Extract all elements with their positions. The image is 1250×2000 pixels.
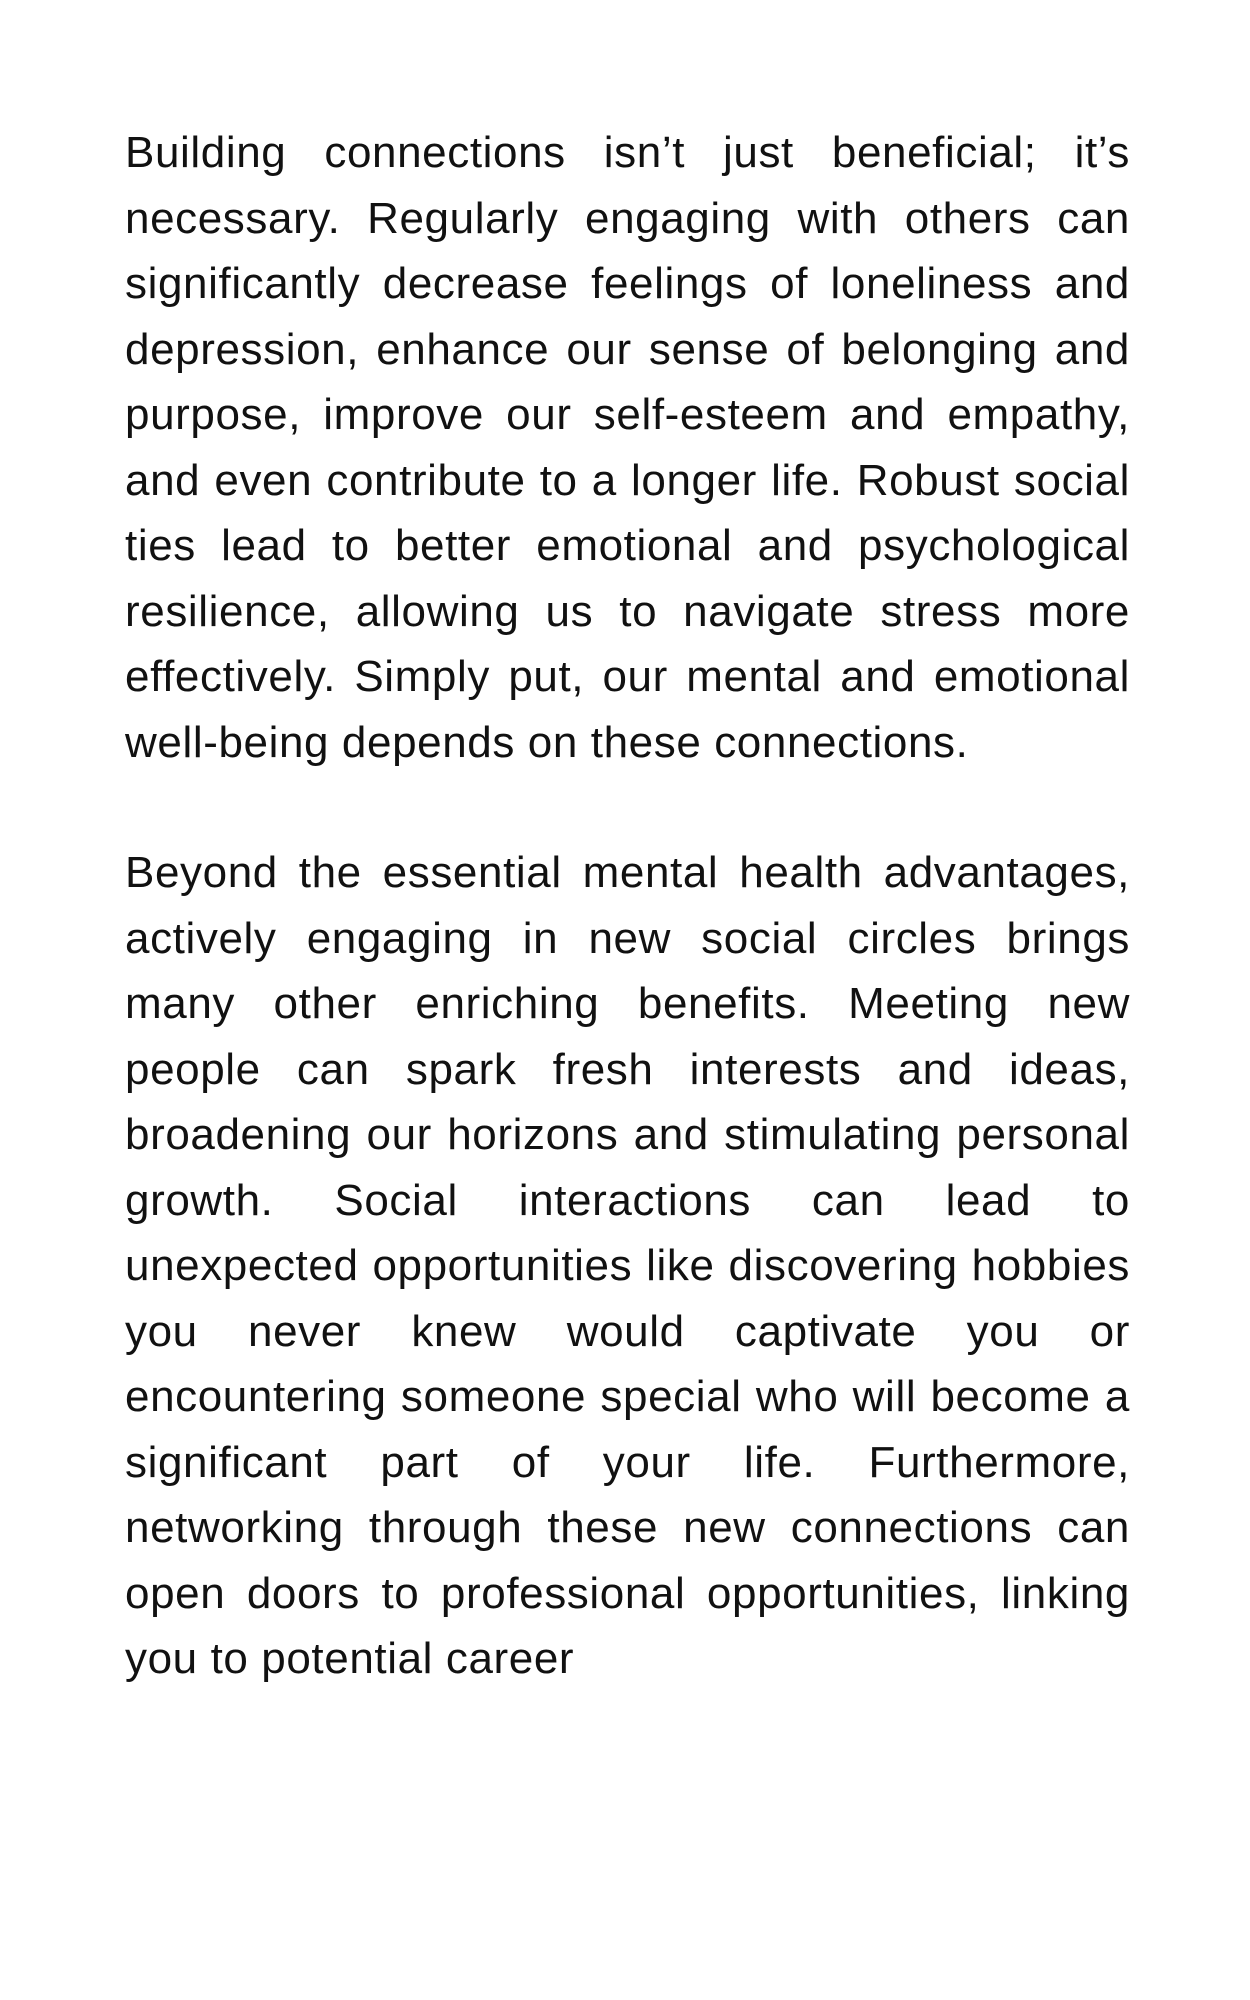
paragraph-1: Building connections isn’t just beneficial; it’s necessary. Regularly engaging with others can significantly decrease feelings of loneliness and depression, enhance our sense of belonging and purpose, improve our self-esteem and empathy, and even contribute to a longer life. Robust social ties lead to better emotional and psychological resilience, allowing us to navigate stress more effectively. Simply put, our mental and emotional well-being depends on these connections.	[125, 128, 1130, 767]
paragraph-2: Beyond the essential mental health advantages, actively engaging in new social circles brings many other enriching benefits. Meeting new people can spark fresh interests and ideas, broadening our horizons and stimulating personal growth. Social interactions can lead to unexpected opportunities like discovering hobbies you never knew would captivate you or encountering someone special who will become a significant part of your life. Furthermore, networking through these new connections can open doors to professional opportunities, linking you to potential career	[125, 848, 1130, 1683]
document-page	[125, 120, 1130, 1757]
